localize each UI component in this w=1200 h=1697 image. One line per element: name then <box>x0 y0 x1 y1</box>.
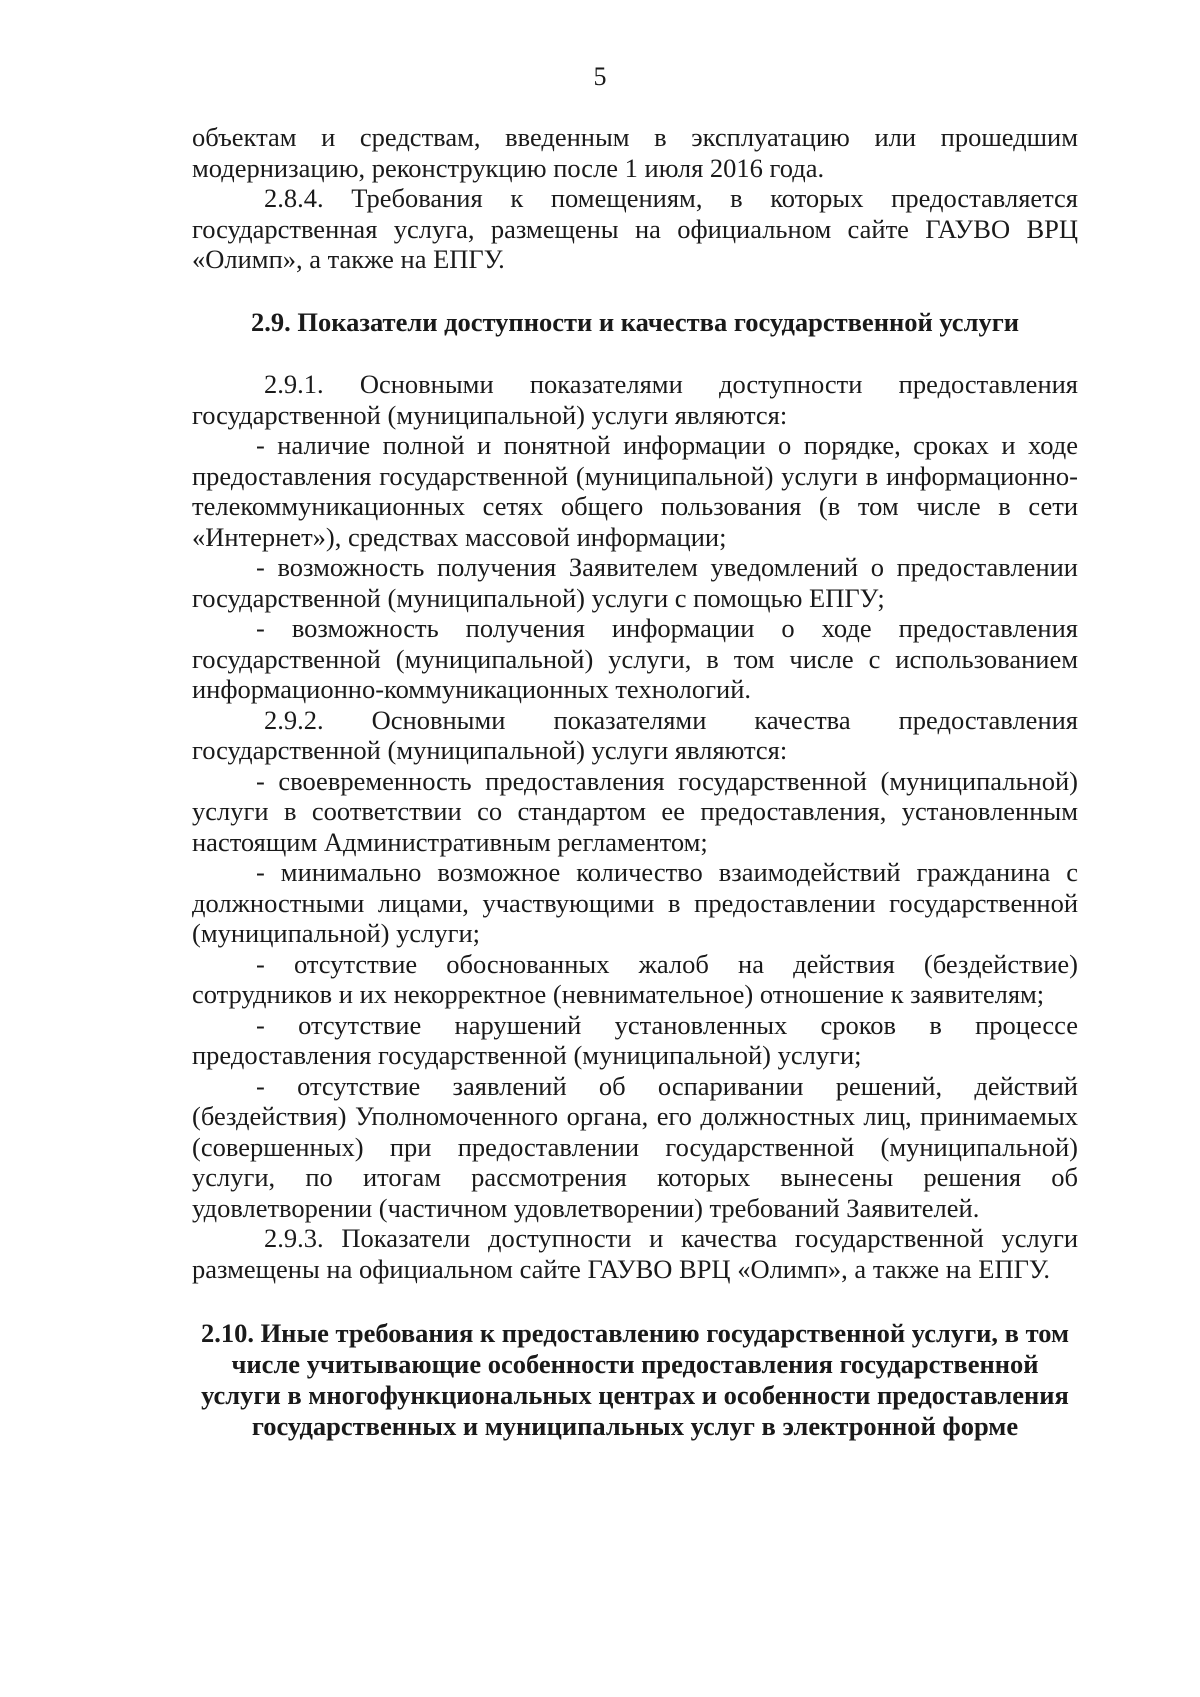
paragraph-2-9-2: 2.9.2. Основными показателями качества предоставления государственной (муниципальной) услуги являются: <box>192 704 1078 765</box>
list-item: - возможность получения Заявителем уведомлений о предоставлении государственной (муниципальной) услуги с помощью ЕПГУ; <box>192 552 1078 613</box>
list-item: - отсутствие нарушений установленных сроков в процессе предоставления государственной (муниципальной) услуги; <box>192 1009 1078 1070</box>
list-item: - минимально возможное количество взаимодействий гражданина с должностными лицами, участвующими в предоставлении государственной (муниципальной) услуги; <box>192 857 1078 948</box>
page-number: 5 <box>593 62 607 91</box>
section-heading-2-10: 2.10. Иные требования к предоставлению государственной услуги, в том числе учитывающие особенности предоставления государственной услуги в многофункциональных центрах и особенности предоставления государственных и муниципальных услуг в электронной форме <box>200 1318 1070 1441</box>
paragraph-2-8-4: 2.8.4. Требования к помещениям, в которых предоставляется государственная услуга, размещены на официальном сайте ГАУВО ВРЦ «Олимп», а также на ЕПГУ. <box>192 183 1078 274</box>
list-item: - наличие полной и понятной информации о порядке, сроках и ходе предоставления государственной (муниципальной) услуги в информационно-телекоммуникационных сетях общего пользования (в том числе в сети «Интернет»), средствах массовой информации; <box>192 430 1078 552</box>
paragraph-2-9-1: 2.9.1. Основными показателями доступности предоставления государственной (муниципальной) услуги являются: <box>192 369 1078 430</box>
paragraph-2-9-3: 2.9.3. Показатели доступности и качества государственной услуги размещены на официальном сайте ГАУВО ВРЦ «Олимп», а также на ЕПГУ. <box>192 1223 1078 1284</box>
document-body <box>192 122 1078 1442</box>
list-item: - отсутствие заявлений об оспаривании решений, действий (бездействия) Уполномоченного органа, его должностных лиц, принимаемых (совершенных) при предоставлении государственной (муниципальной) услуги, по итогам рассмотрения которых вынесены решения об удовлетворении (частичном удовлетворении) требований Заявителей. <box>192 1070 1078 1223</box>
list-item: - своевременность предоставления государственной (муниципальной) услуги в соответствии со стандартом ее предоставления, установленным настоящим Административным регламентом; <box>192 765 1078 857</box>
list-item: - возможность получения информации о ходе предоставления государственной (муниципальной) услуги, в том числе с использованием информационно-коммуникационных технологий. <box>192 613 1078 704</box>
list-item: - отсутствие обоснованных жалоб на действия (бездействие) сотрудников и их некорректное (невнимательное) отношение к заявителям; <box>192 948 1078 1009</box>
section-heading-2-9: 2.9. Показатели доступности и качества государственной услуги <box>250 306 1019 337</box>
paragraph-2-8-3-continuation: объектам и средствам, введенным в эксплуатацию или прошедшим модернизацию, реконструкцию после 1 июля 2016 года. <box>192 122 1078 183</box>
